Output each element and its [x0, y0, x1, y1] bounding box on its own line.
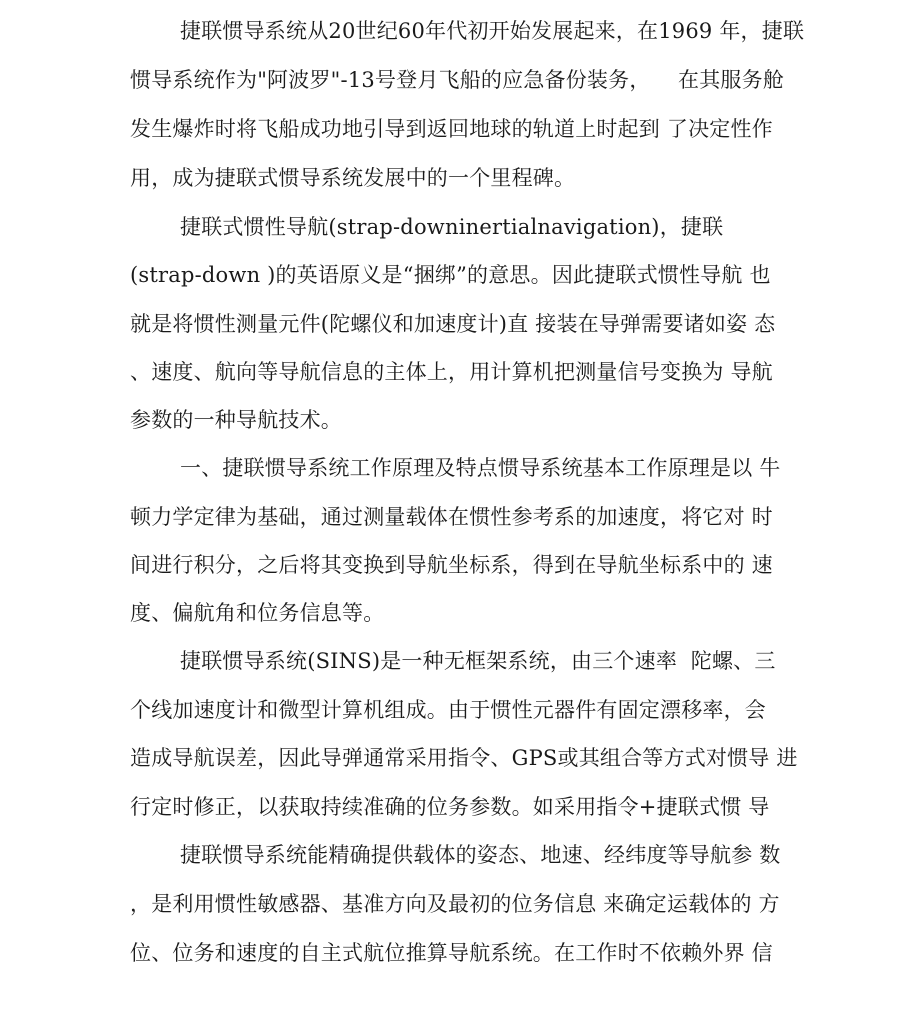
paragraph-5-line-2: ，是利用惯性敏感器、基准方向及最初的位务信息 来确定运载体的 方: [130, 892, 780, 916]
paragraph-4-line-3: 造成导航误差，因此导弹通常采用指令、GPS或其组合等方式对惯导 进: [130, 746, 798, 770]
paragraph-1-line-3: 发生爆炸时将飞船成功地引导到返回地球的轨道上时起到 了决定性作: [130, 117, 773, 141]
paragraph-1-line-1: 捷联惯导系统从20世纪60年代初开始发展起来，在1969 年，捷联: [180, 19, 805, 43]
paragraph-3-line-2: 顿力学定律为基础，通过测量载体在惯性参考系的加速度，将它对 时: [130, 505, 773, 529]
paragraph-2-line-1: 捷联式惯性导航(strap-downinertialnavigation)，捷联: [180, 215, 724, 239]
paragraph-3-line-4: 度、偏航角和位务信息等。: [130, 601, 385, 625]
paragraph-4-line-1: 捷联惯导系统(SINS)是一种无框架系统，由三个速率 陀螺、三: [180, 649, 776, 673]
paragraph-2-line-2: (strap-down )的英语原义是“捆绑”的意思。因此捷联式惯性导航 也: [130, 263, 771, 287]
paragraph-2-line-4: 、速度、航向等导航信息的主体上，用计算机把测量信号变换为 导航: [130, 360, 773, 384]
paragraph-2-line-5: 参数的一种导航技术。: [130, 408, 342, 432]
paragraph-4-line-2: 个线加速度计和微型计算机组成。由于惯性元器件有固定漂移率，会: [130, 698, 766, 722]
paragraph-5-line-1: 捷联惯导系统能精确提供载体的姿态、地速、经纬度等导航参 数: [180, 843, 781, 867]
paragraph-1-line-4: 用，成为捷联式惯导系统发展中的一个里程碑。: [130, 166, 576, 190]
paragraph-5-line-3: 位、位务和速度的自主式航位推算导航系统。在工作时不依赖外界 信: [130, 941, 773, 965]
paragraph-1-line-2: 惯导系统作为"阿波罗"-13号登月飞船的应急备份装务， 在其服务舱: [130, 68, 785, 92]
paragraph-4-line-4: 行定时修正，以获取持续准确的位务参数。如采用指令+捷联式惯 导: [130, 795, 770, 819]
paragraph-3-line-1: 一、捷联惯导系统工作原理及特点惯导系统基本工作原理是以 牛: [180, 456, 781, 480]
paragraph-2-line-3: 就是将惯性测量元件(陀螺仪和加速度计)直 接装在导弹需要诸如姿 态: [130, 312, 776, 336]
paragraph-3-line-3: 间进行积分，之后将其变换到导航坐标系，得到在导航坐标系中的 速: [130, 553, 773, 577]
